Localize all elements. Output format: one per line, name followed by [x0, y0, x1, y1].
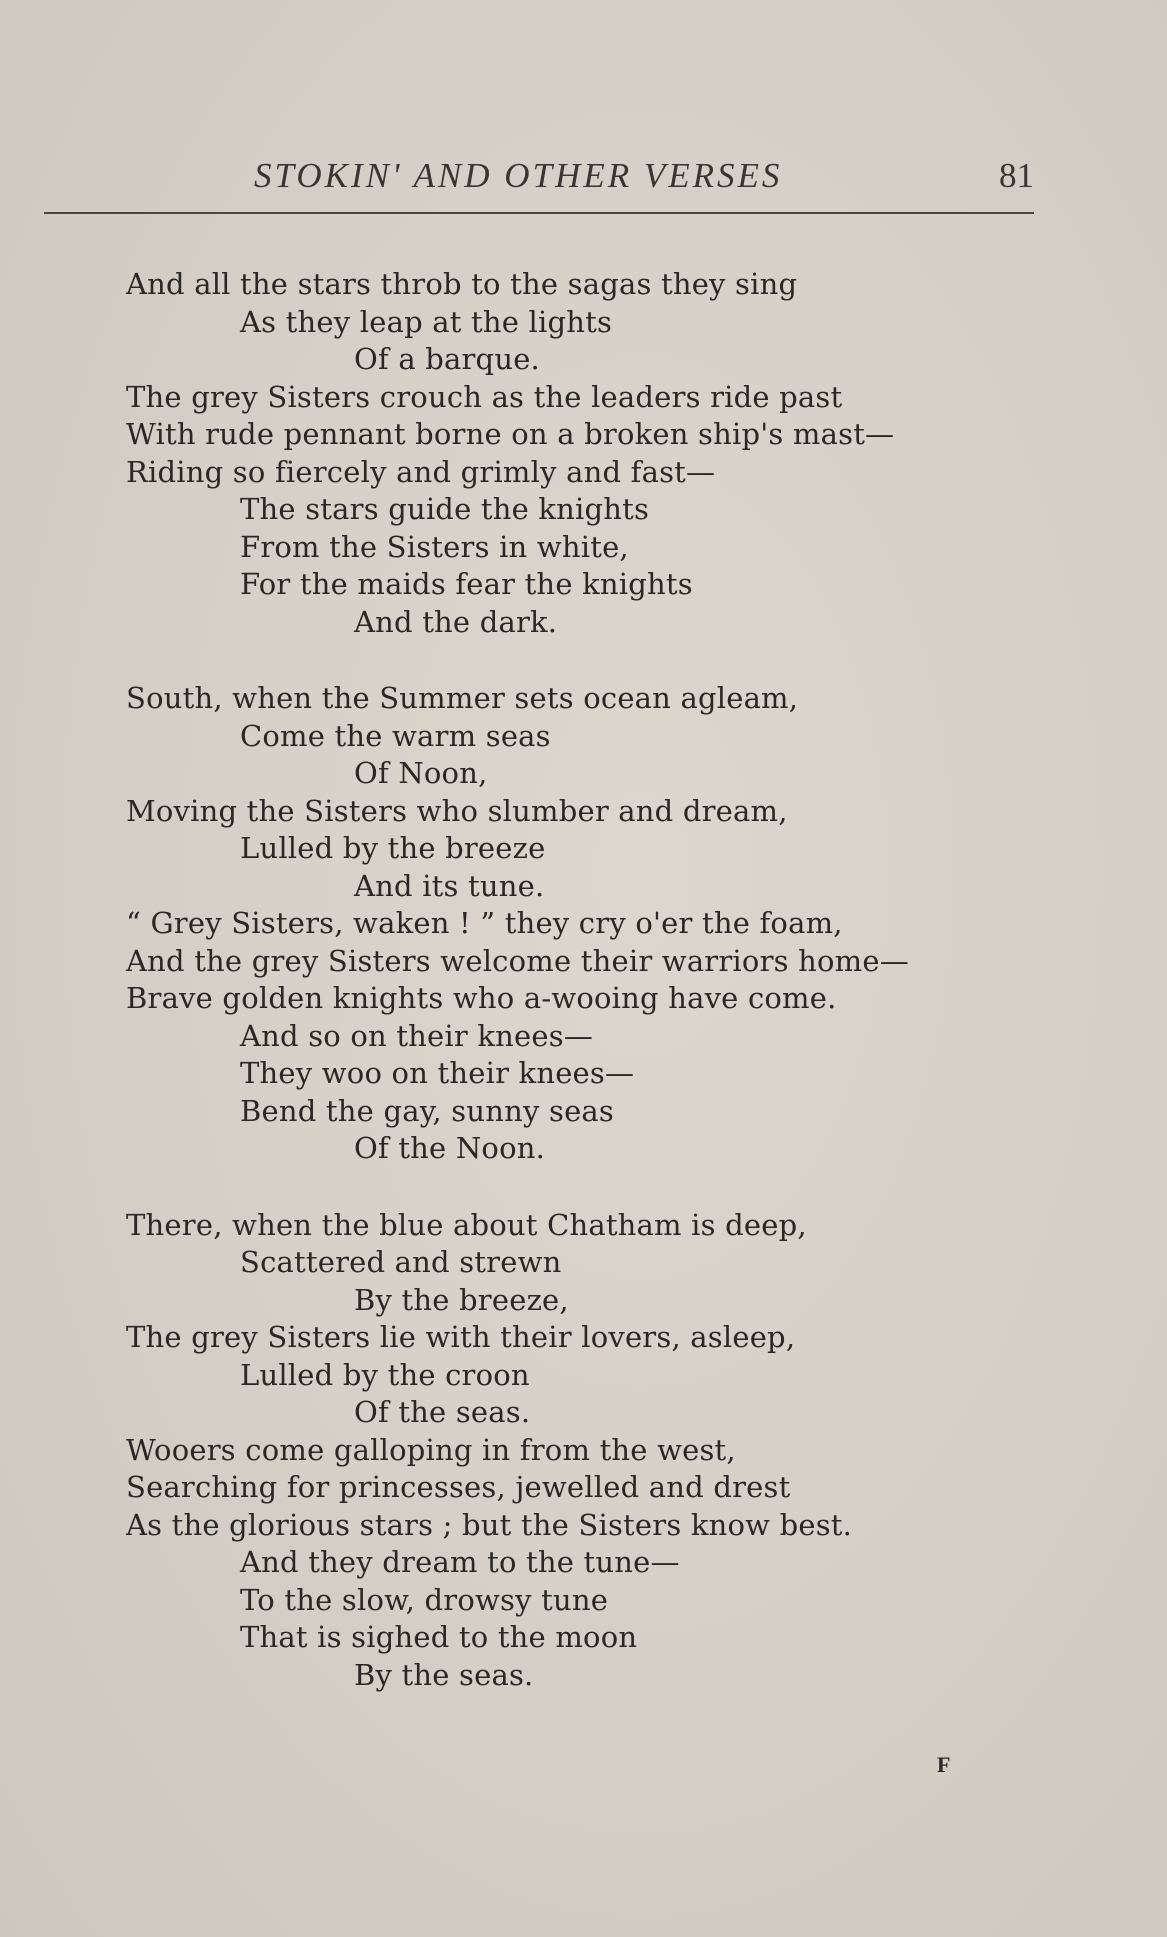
poem-line: Brave golden knights who a-wooing have come.: [126, 981, 837, 1015]
poem-line: Lulled by the breeze: [240, 831, 546, 865]
poem-line: That is sighed to the moon: [240, 1620, 638, 1654]
poem-line: And the grey Sisters welcome their warriors home—: [126, 943, 909, 978]
poem-line: “ Grey Sisters, waken ! ” they cry o'er the foam,: [126, 906, 843, 940]
poem-line: As they leap at the lights: [240, 304, 613, 339]
stanza: [126, 680, 1056, 1168]
page-number: 81: [999, 156, 1034, 195]
poem-body: [126, 266, 1056, 1733]
poem-line: They woo on their knees—: [240, 1056, 635, 1090]
running-title: STOKIN' AND OTHER VERSES: [254, 156, 783, 195]
poem-line: To the slow, drowsy tune: [240, 1582, 609, 1617]
poem-line: Of the seas.: [354, 1395, 531, 1429]
poem-line: Scattered and strewn: [240, 1245, 562, 1279]
poem-line: And its tune.: [354, 868, 545, 903]
poem-line: Moving the Sisters who slumber and dream,: [126, 793, 788, 828]
stanza: [126, 266, 1056, 641]
poem-line: Riding so fiercely and grimly and fast—: [126, 454, 716, 489]
poem-line: By the breeze,: [354, 1282, 569, 1317]
header-rule: [44, 212, 1034, 214]
poem-line: Of Noon,: [354, 756, 488, 790]
poem-line: Of the Noon.: [354, 1131, 546, 1165]
poem-line: Of a barque.: [354, 342, 540, 376]
poem-line: Wooers come galloping in from the west,: [126, 1432, 736, 1467]
poem-line: The grey Sisters lie with their lovers, asleep,: [126, 1320, 796, 1354]
poem-line: As the glorious stars ; but the Sisters know best.: [126, 1507, 853, 1542]
poem-line: Searching for princesses, jewelled and drest: [126, 1470, 791, 1504]
page-header: [44, 156, 1034, 200]
printer-signature-mark: F: [937, 1752, 951, 1777]
poem-line: Come the warm seas: [240, 718, 551, 753]
poem-line: Bend the gay, sunny seas: [240, 1093, 614, 1128]
poem-line: Lulled by the croon: [240, 1357, 530, 1392]
poem-line: There, when the blue about Chatham is deep,: [126, 1207, 807, 1242]
poem-line: And all the stars throb to the sagas they sing: [126, 267, 798, 301]
poem-line: And they dream to the tune—: [240, 1545, 680, 1579]
poem-line: From the Sisters in white,: [240, 529, 629, 564]
poem-line: The stars guide the knights: [240, 492, 650, 526]
stanza: [126, 1207, 1056, 1695]
poem-line: With rude pennant borne on a broken ship's mast—: [126, 417, 895, 451]
poem-line: And the dark.: [354, 604, 558, 639]
poem-line: For the maids fear the knights: [240, 567, 693, 601]
poem-line: And so on their knees—: [240, 1018, 594, 1053]
poem-line: The grey Sisters crouch as the leaders ride past: [126, 379, 843, 414]
poem-line: South, when the Summer sets ocean agleam,: [126, 681, 799, 715]
poem-line: By the seas.: [354, 1657, 534, 1692]
